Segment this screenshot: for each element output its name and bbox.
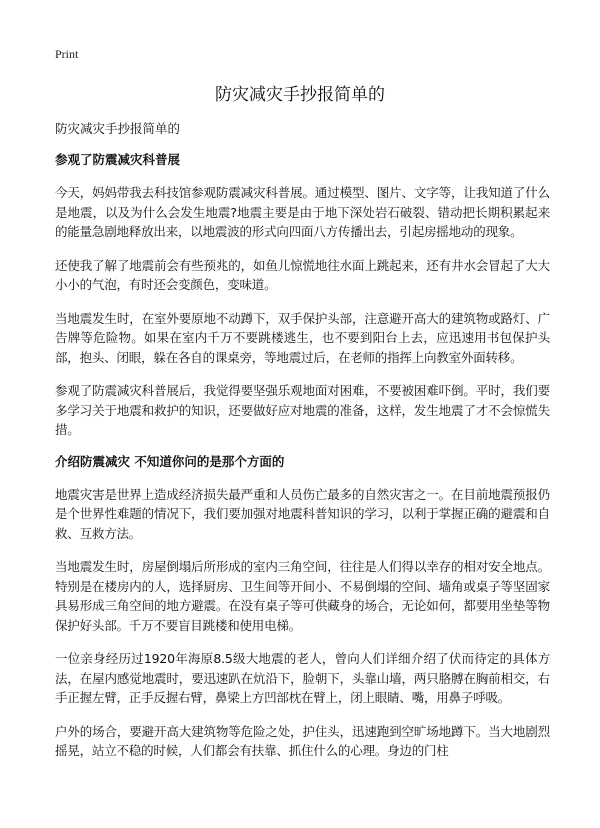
paragraph: 还使我了解了地震前会有些预兆的，如鱼儿惊慌地往水面上跳起来，还有井水会冒起了大大小小的气泡，有时还会变颜色，变味道。 xyxy=(55,257,550,292)
print-link[interactable]: Print xyxy=(55,47,79,61)
section-heading: 介绍防震减灾 不知道你问的是那个方面的 xyxy=(55,453,285,469)
paragraph: 今天，妈妈带我去科技馆参观防震减灾科普展。通过模型、图片、文字等，让我知道了什么是地震，以及为什么会发生地震?地震主要是由于地下深处岩石破裂、错动把长期积累起来的能量急剧地释放出来，以地震波的形式向四面八方传播出去，引起房摇地动的现象。 xyxy=(55,185,550,239)
article-subtitle: 防灾减灾手抄报简单的 xyxy=(55,121,181,136)
paragraph: 参观了防震减灾科普展后，我觉得要坚强乐观地面对困难，不要被困难吓倒。平时，我们要多学习关于地震和救护的知识，还要做好应对地震的准备，这样，发生地震了才不会惊慌失措。 xyxy=(55,383,550,437)
paragraph: 一位亲身经历过1920年海原8.5级大地震的老人，曾向人们详细介绍了伏而待定的具体方法，在屋内感觉地震时，要迅速趴在炕沿下，脸朝下，头靠山墙，两只胳膊在胸前相交，右手正握左臂，正手反握右臂，鼻梁上方凹部枕在臂上，闭上眼睛、嘴，用鼻子呼吸。 xyxy=(55,651,550,705)
section-heading: 参观了防震减灾科普展 xyxy=(55,152,181,167)
page-title: 防灾减灾手抄报简单的 xyxy=(215,85,385,105)
article-body xyxy=(55,121,550,775)
paragraph: 户外的场合，要避开高大建筑物等危险之处，护住头，迅速跑到空旷场地蹲下。当大地剧烈摇晃，站立不稳的时候，人们都会有扶靠、抓住什么的心理。身边的门柱 xyxy=(55,723,550,758)
paragraph: 当地震发生时，在室外要原地不动蹲下，双手保护头部，注意避开高大的建筑物或路灯、广告牌等危险物。如果在室内千万不要跳楼逃生，也不要到阳台上去，应迅速用书包保护头部，抱头、闭眼，躲在各自的课桌旁，等地震过后，在老师的指挥上向教室外面转移。 xyxy=(55,310,550,365)
paragraph: 当地震发生时，房屋倒塌后所形成的室内三角空间，往往是人们得以幸存的相对安全地点。特别是在楼房内的人，选择厨房、卫生间等开间小、不易倒塌的空间、墙角或桌子等坚固家具易形成三角空间的地方避震。在没有桌子等可供藏身的场合，无论如何，都要用坐垫等物保护好头部。千万不要盲目跳楼和使用电梯。 xyxy=(55,559,550,633)
paragraph: 地震灾害是世界上造成经济损失最严重和人员伤亡最多的自然灾害之一。在目前地震预报仍是个世界性难题的情况下，我们要加强对地震科普知识的学习，以利于掌握正确的避震和自救、互救方法。 xyxy=(55,486,550,541)
